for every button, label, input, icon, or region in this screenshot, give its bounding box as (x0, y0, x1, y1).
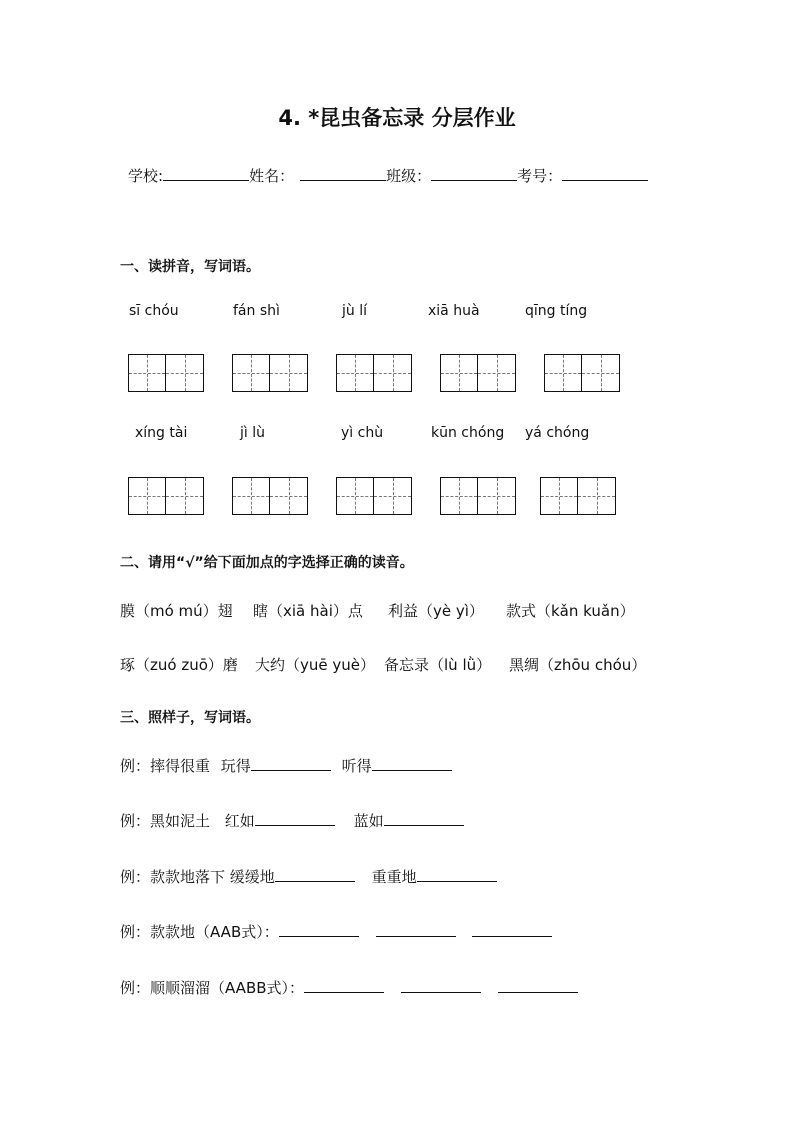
answer-blank[interactable] (376, 922, 456, 937)
reading-choice[interactable]: 备忘录（lù lǜ） (384, 656, 492, 674)
writing-grid[interactable] (544, 354, 620, 392)
example-stem: 玩得 (220, 757, 251, 775)
example-prefix: 例：黑如泥土 (120, 812, 211, 830)
answer-blank[interactable] (401, 978, 481, 993)
answer-blank[interactable] (275, 867, 355, 882)
pinyin-1-1: sī chóu (129, 303, 179, 319)
example-stem: 蓝如 (353, 812, 384, 830)
example-stem: 重重地 (371, 868, 417, 886)
exam-no-field[interactable] (562, 164, 648, 181)
writing-grid[interactable] (128, 477, 204, 515)
writing-grid[interactable] (540, 477, 616, 515)
reading-choice[interactable]: 瞎（xiā hài）点 (253, 602, 363, 620)
writing-grid[interactable] (128, 354, 204, 392)
reading-choice[interactable]: 琢（zuó zuō）磨 (120, 656, 238, 674)
pinyin-2-2: jì lù (240, 425, 265, 441)
section1-heading: 一、读拼音，写词语。 (120, 259, 260, 275)
answer-blank[interactable] (472, 922, 552, 937)
page-title: 4. *昆虫备忘录 分层作业 (278, 106, 516, 130)
exam-no-label: 考号： (517, 167, 563, 185)
example-stem: 听得 (341, 757, 372, 775)
reading-choice[interactable]: 款式（kǎn kuǎn） (506, 602, 635, 620)
answer-blank[interactable] (372, 756, 452, 771)
class-field[interactable] (431, 164, 517, 181)
school-field[interactable] (163, 164, 249, 181)
example-stem: 缓缓地 (229, 868, 275, 886)
pinyin-2-5: yá chóng (525, 425, 590, 441)
class-label: 班级： (386, 167, 432, 185)
example-row-3 (120, 866, 497, 887)
example-prefix: 例：款款地落下 (120, 868, 226, 886)
writing-grid[interactable] (232, 354, 308, 392)
section3-heading: 三、照样子，写词语。 (120, 710, 260, 726)
info-line (128, 164, 648, 186)
example-prefix: 例：摔得很重 (120, 757, 211, 775)
example-prefix: 例：顺顺溜溜（AABB式）： (120, 979, 305, 997)
example-row-4 (120, 921, 552, 942)
answer-blank[interactable] (498, 978, 578, 993)
example-stem: 红如 (224, 812, 255, 830)
answer-blank[interactable] (304, 978, 384, 993)
answer-blank[interactable] (417, 867, 497, 882)
writing-grid[interactable] (440, 477, 516, 515)
name-field[interactable] (300, 164, 386, 181)
example-row-2 (120, 810, 464, 831)
pinyin-1-2: fán shì (233, 303, 280, 319)
writing-grid[interactable] (232, 477, 308, 515)
answer-blank[interactable] (279, 922, 359, 937)
example-row-1 (120, 755, 452, 776)
name-label: 姓名： (249, 167, 295, 185)
reading-choice[interactable]: 膜（mó mú）翅 (120, 602, 233, 620)
writing-grid[interactable] (336, 477, 412, 515)
reading-choice[interactable]: 大约（yuē yuè） (255, 656, 375, 674)
pinyin-2-4: kūn chóng (431, 425, 505, 441)
writing-grid[interactable] (440, 354, 516, 392)
pinyin-2-1: xíng tài (135, 425, 188, 441)
pinyin-2-3: yì chù (341, 425, 384, 441)
section2-heading: 二、请用“√”给下面加点的字选择正确的读音。 (120, 555, 414, 571)
school-label: 学校: (128, 167, 164, 185)
pinyin-1-4: xiā huà (428, 303, 480, 319)
pinyin-1-5: qīng tíng (525, 303, 588, 319)
answer-blank[interactable] (251, 756, 331, 771)
example-prefix: 例：款款地（AAB式）： (120, 923, 279, 941)
writing-grid[interactable] (336, 354, 412, 392)
answer-blank[interactable] (384, 811, 464, 826)
example-row-5 (120, 977, 578, 998)
reading-choice[interactable]: 黑绸（zhōu chóu） (509, 656, 647, 674)
answer-blank[interactable] (255, 811, 335, 826)
reading-choice[interactable]: 利益（yè yì） (388, 602, 484, 620)
pinyin-1-3: jù lí (342, 303, 367, 319)
